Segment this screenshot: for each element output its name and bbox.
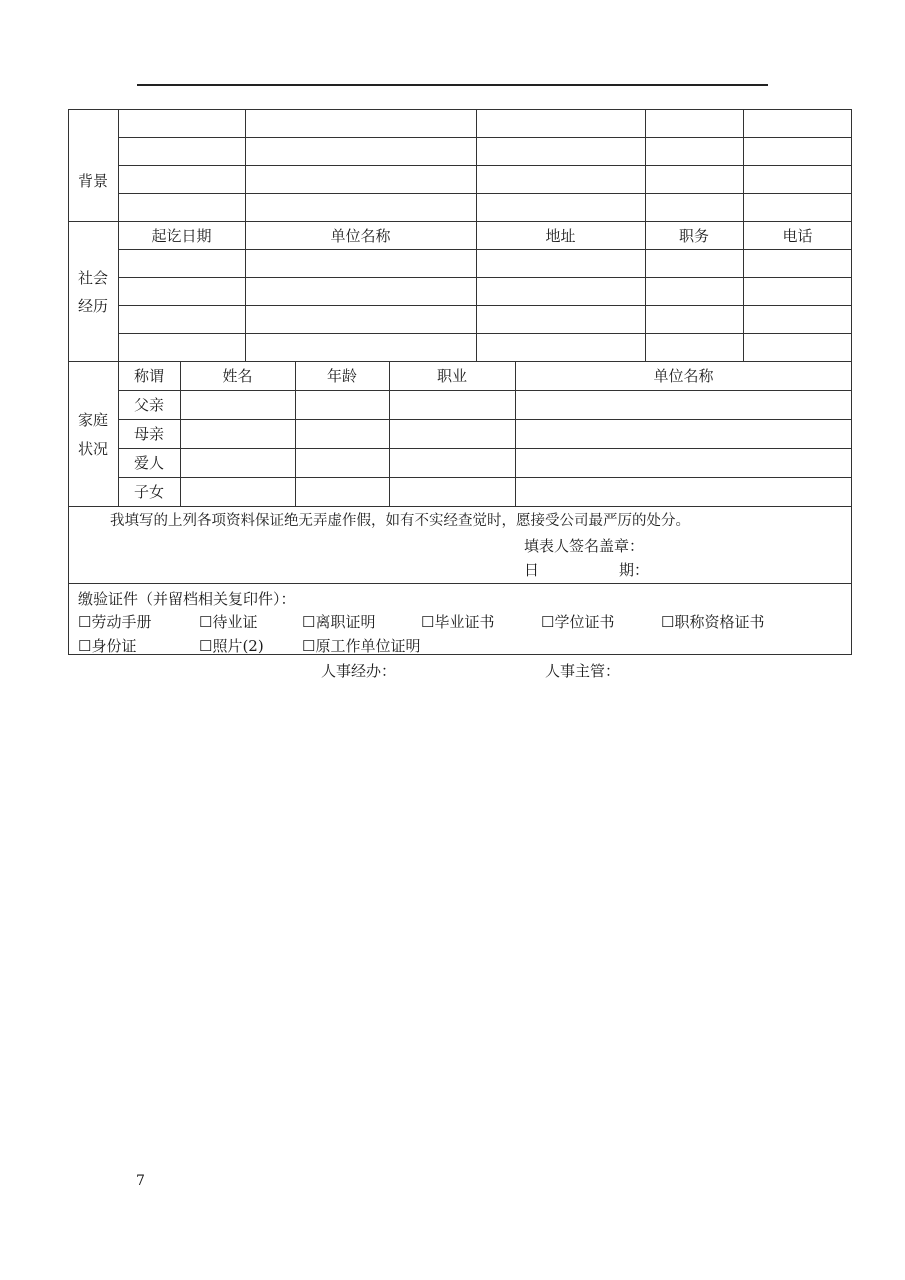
doc-item-label: 劳动手册 [91,613,152,631]
doc-item-unemployment-cert [199,613,257,631]
checkbox-icon: ☐ [302,613,316,631]
header-rule [137,84,768,86]
checkbox-icon: ☐ [78,637,92,655]
doc-item-labor-handbook [78,613,151,631]
hr-handler-label: 人事经办： [321,662,397,680]
family-header-age: 年龄 [326,367,357,385]
doc-item-label: 毕业证书 [434,613,495,631]
section-label-social-line1: 社会 [78,269,109,287]
doc-item-label: 离职证明 [315,613,376,631]
section-label-family-line1: 家庭 [78,411,109,429]
family-row-line [118,419,852,420]
checkbox-icon: ☐ [661,613,675,631]
doc-item-label: 照片(2) [212,637,264,655]
bg-row-line [118,137,852,138]
signature-label: 填表人签名盖章： [524,537,645,555]
family-row-spouse: 爱人 [133,454,164,472]
declaration-statement: 我填写的上列各项资料保证绝无弄虚作假，如有不实经查觉时，愿接受公司最严厉的处分。 [110,513,690,529]
checkbox-icon: ☐ [78,613,92,631]
work-header-address: 地址 [545,227,576,245]
section-divider-social [68,361,852,362]
date-label-part2: 期： [619,561,650,579]
family-header-occupation: 职业 [436,367,467,385]
section-column-divider [118,109,119,506]
section-divider-family [68,506,852,507]
section-divider-declaration [68,583,852,584]
family-row-children: 子女 [133,483,164,501]
work-row-line [118,277,852,278]
section-label-social-line2: 经历 [78,297,109,315]
family-row-mother: 母亲 [133,425,164,443]
checkbox-icon: ☐ [199,637,213,655]
bg-row-line [118,165,852,166]
work-header-company: 单位名称 [330,227,391,245]
family-header-name: 姓名 [222,367,253,385]
doc-item-label: 学位证书 [554,613,615,631]
work-header-position: 职务 [678,227,709,245]
doc-item-label: 原工作单位证明 [315,637,421,655]
date-label-part1: 日 [524,561,540,579]
checkbox-icon: ☐ [302,637,316,655]
checkbox-icon: ☐ [199,613,213,631]
family-header-company: 单位名称 [653,367,714,385]
doc-item-resignation-cert [302,613,375,631]
work-row-line [118,249,852,250]
doc-item-id-card [78,637,136,655]
doc-item-label: 待业证 [212,613,258,631]
section-label-family-line2: 状况 [78,440,109,458]
doc-item-previous-employer-cert [302,637,420,655]
checkbox-icon: ☐ [421,613,435,631]
work-header-phone: 电话 [782,227,813,245]
work-header-dates: 起讫日期 [151,227,212,245]
work-row-line [118,333,852,334]
doc-item-photos [199,637,264,655]
section-divider-background [68,221,852,222]
family-row-line [118,390,852,391]
family-header-relation: 称谓 [133,367,164,385]
doc-item-title-qualification [661,613,764,631]
page-number: 7 [136,1173,145,1189]
documents-title: 缴验证件（并留档相关复印件）： [78,590,296,608]
hr-supervisor-label: 人事主管： [545,662,621,680]
checkbox-icon: ☐ [541,613,555,631]
doc-item-degree-cert [541,613,614,631]
doc-item-label: 身份证 [91,637,137,655]
family-row-father: 父亲 [133,396,164,414]
doc-item-graduation-cert [421,613,494,631]
family-row-line [118,477,852,478]
work-row-line [118,305,852,306]
bg-row-line [118,193,852,194]
family-row-line [118,448,852,449]
doc-item-label: 职称资格证书 [674,613,765,631]
section-label-background: 背景 [78,172,109,190]
